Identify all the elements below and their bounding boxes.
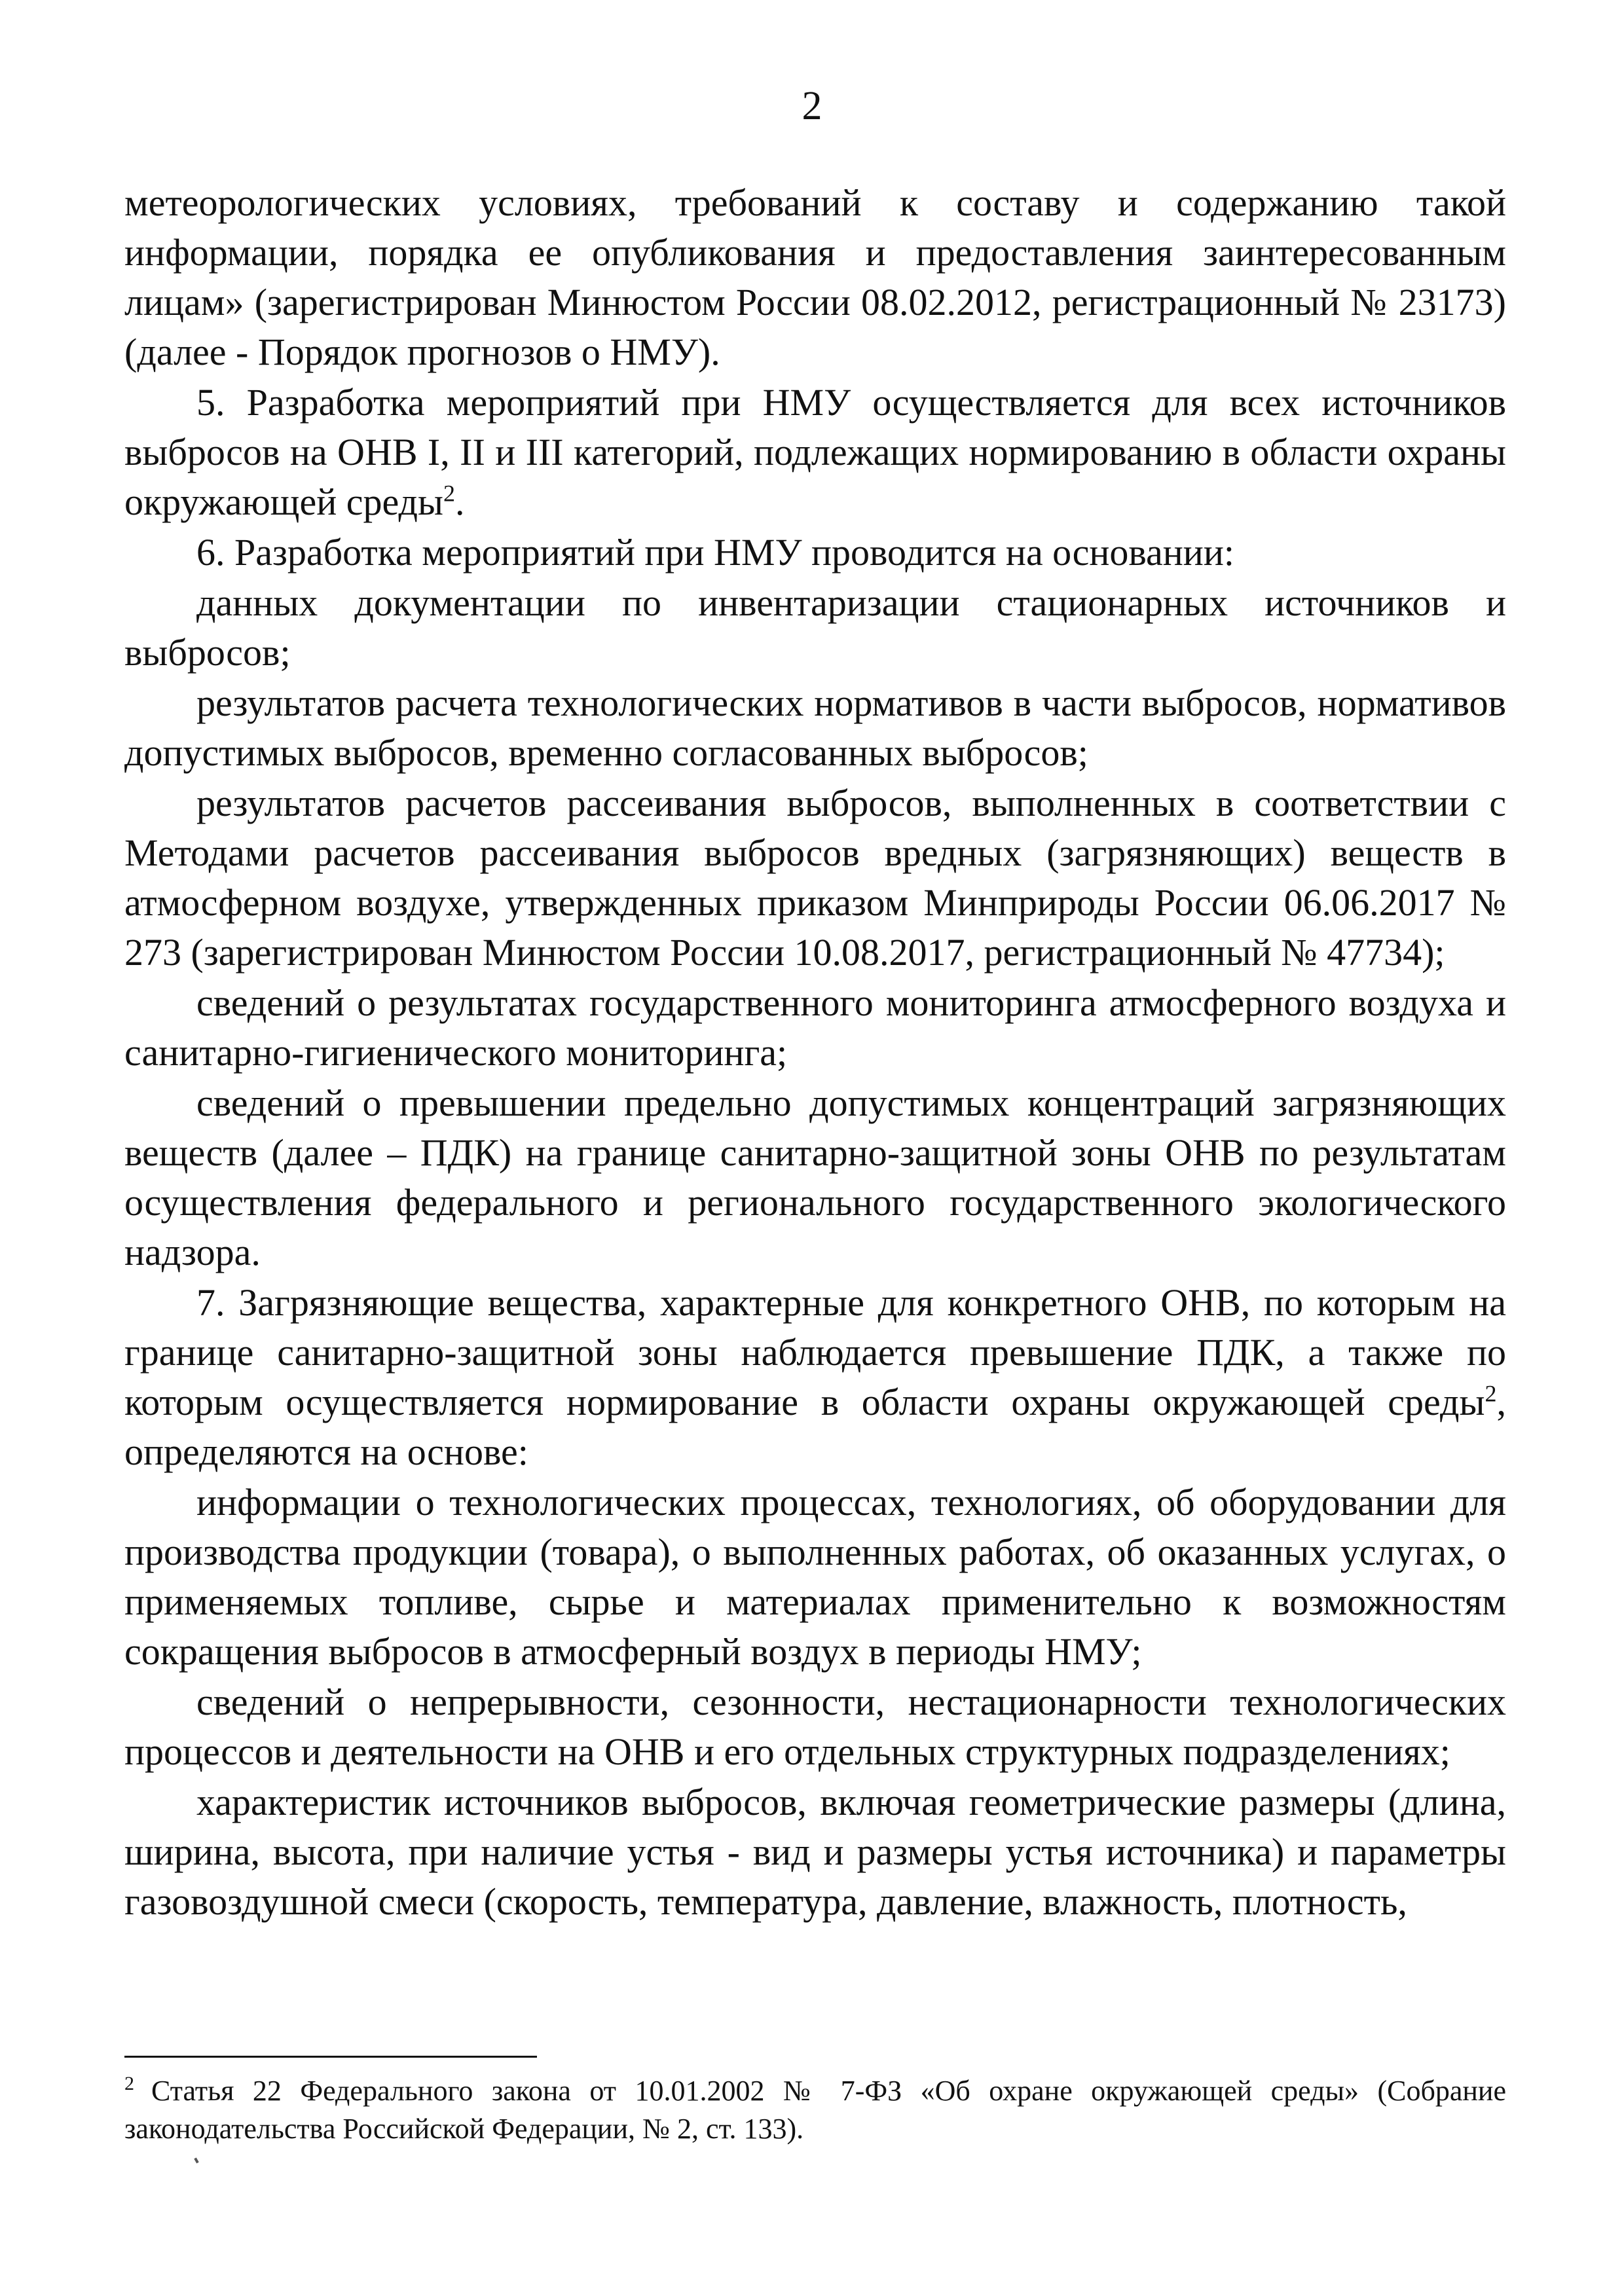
punctuation: . [454,481,465,523]
scan-artifact [194,2158,198,2164]
list-item: данных документации по инвентаризации стационарных источников и выбросов; [124,581,1506,674]
punctuation: , [1496,1381,1506,1423]
footnote-reference: 2 [443,480,455,507]
list-item: результатов расчетов рассеивания выбросов, выполненных в соответствии с Методами расчетов рассеивания выбросов вредных (загрязняющих) веществ в атмосферном воздухе, утвержденных приказом Минприроды России 06.06.2017 № 273 (зарегистрирован Минюстом России 10.08.2017, регистрационный № 47734); [124,782,1506,974]
list-item: сведений о результатах государственного мониторинга атмосферного воздуха и санитарно-гигиенического мониторинга; [124,981,1506,1074]
list-item: информации о технологических процессах, технологиях, об оборудовании для производства продукции (товара), о выполненных работах, об оказанных услугах, о применяемых топливе, сырье и материалах применительно к возможностям сокращения выбросов в атмосферный воздух в периоды НМУ; [124,1481,1506,1673]
footnote-reference: 2 [1485,1380,1497,1407]
list-item: сведений о непрерывности, сезонности, нестационарности технологических процессов и деятельности на ОНВ и его отдельных структурных подразделениях; [124,1681,1506,1773]
paragraph-item-6: 6. Разработка мероприятий при НМУ проводится на основании: [196,531,1235,574]
page-number: 2 [802,84,822,128]
document-body [124,178,1506,1927]
list-item: характеристик источников выбросов, включая геометрические размеры (длина, ширина, высота, при наличие устья - вид и размеры устья источника) и параметры газовоздушной смеси (скорость, температура, давление, влажность, плотность, [124,1781,1506,1923]
paragraph-continuation: метеорологических условиях, требований к составу и содержанию такой информации, порядка ее опубликования и предоставления заинтересованным лицам» (зарегистрирован Минюстом России 08.02.2012, регистрационный № 23173) (далее - Порядок прогнозов о НМУ). [124,181,1506,373]
paragraph-text: 7. Загрязняющие вещества, характерные для конкретного ОНВ, по которым на границе санитарно-защитной зоны наблюдается превышение ПДК, а также по которым осуществляется нормирование в области охраны окружающей среды [124,1281,1506,1423]
paragraph-text: 5. Разработка мероприятий при НМУ осуществляется для всех источников выбросов на ОНВ I, II и III категорий, подлежащих нормированию в области охраны окружающей среды [124,381,1506,523]
footnote-text [124,2072,1506,2148]
paragraph-item-7 [124,1278,1506,1477]
footnote-mark: 2 [124,2073,134,2095]
footnote-separator [124,2056,537,2058]
footnote [124,2072,1506,2148]
list-item: сведений о превышении предельно допустимых концентраций загрязняющих веществ (далее – ПДК) на границе санитарно-защитной зоны ОНВ по результатам осуществления федерального и регионального государственного экологического надзора. [124,1082,1506,1273]
paragraph-item-5 [124,378,1506,527]
paragraph-text: определяются на основе: [124,1430,528,1473]
list-item: результатов расчета технологических нормативов в части выбросов, нормативов допустимых выбросов, временно согласованных выбросов; [124,682,1506,774]
footnote-body: Статья 22 Федерального закона от 10.01.2002 № 7-ФЗ «Об охране окружающей среды» (Собрание законодательства Российской Федерации, № 2, ст. 133). [124,2075,1506,2145]
